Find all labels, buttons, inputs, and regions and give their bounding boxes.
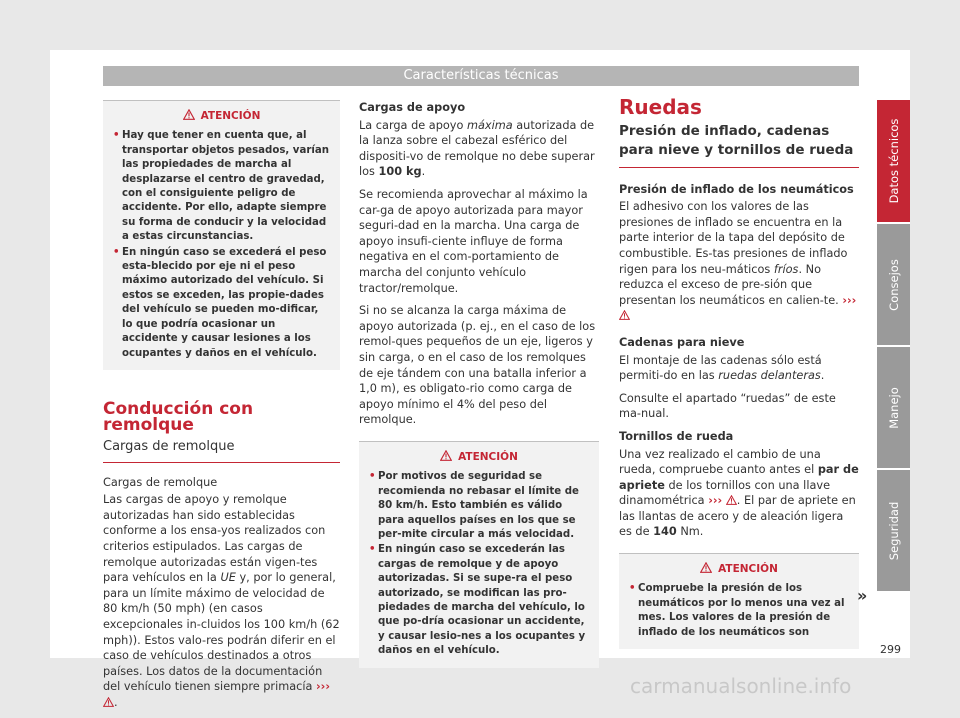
warning-item: • En ningún caso se excederá el peso esta-blecido por eje ni el peso máximo autorizado del vehículo. Si estos se exceden, las propie-dades del vehículo se pueden mo-dificar, lo que podría ocasionar un accidente y causar lesiones a los ocupantes y daños en el vehículo. xyxy=(113,246,330,361)
paragraph: Consulte el apartado “ruedas” de este ma-nual. xyxy=(619,391,836,421)
warning-item: • En ningún caso se excederán las cargas de remolque y de apoyo autorizadas. Si se supe-ra el peso autorizado, se modifican las pro-piedades de marcha del vehículo, lo que po-dría ocasionar un accidente, y causar lesio-nes a los ocupantes y daños en el vehículo. xyxy=(369,543,589,658)
paragraph: El montaje de las cadenas sólo está permiti-do en las ruedas delanteras. xyxy=(619,353,825,383)
left-column xyxy=(103,100,340,718)
warning-box xyxy=(103,100,340,370)
crossref-arrows[interactable]: ››› xyxy=(708,494,723,508)
warning-icon[interactable] xyxy=(103,697,114,707)
warning-heading xyxy=(113,109,330,123)
paragraph: Una vez realizado el cambio de una rueda, compruebe cuanto antes el par de apriete de los tornillos con una llave dinamométrica ››› . El par de apriete en las llantas de acero y de aleación ligera es de 140 Nm. xyxy=(619,447,859,539)
ue-abbr: UE xyxy=(220,571,236,585)
warning-label: ATENCIÓN xyxy=(718,563,778,576)
paragraph: La carga de apoyo máxima autorizada de la lanza sobre el cabezal esférico del dispositi-vo de remolque no debe superar los 100 kg. xyxy=(359,118,595,179)
tab-manejo[interactable]: Manejo xyxy=(877,347,910,468)
warning-item: • Por motivos de seguridad se recomienda no rebasar el límite de 80 km/h. Esto también es válido para aquellos países en los que se per-mite circular a más velocidad. xyxy=(369,470,589,542)
warning-label: ATENCIÓN xyxy=(200,110,261,122)
paragraph: Las cargas de apoyo y remolque autorizadas han sido establecidas conforme a los ensa-yos realizados con criterios estipulados. Las cargas de remolque autorizadas están vigen-tes para vehículos en la UE y, por lo general, para un límite máximo de velocidad de 80 km/h (50 mph) (en casos excepcionales in-cluidos los 100 km/h (62 mph)). Estos valo-res podrán diferir en el caso de vehículos destinados a otros países. Los datos de la documentación del vehículo tienen siempre primacía ››› . xyxy=(103,493,340,709)
right-column xyxy=(619,95,859,649)
crossref-arrows[interactable]: ››› xyxy=(842,293,857,307)
warning-heading xyxy=(369,450,589,464)
paragraph: Se recomienda aprovechar al máximo la car-ga de apoyo autorizada para mayor seguri-dad en la marcha. Una carga de apoyo insufi-ciente influye de forma negativa en el com-portamiento de marcha del conjunto vehículo tractor/remolque. xyxy=(359,187,588,295)
crossref-arrows[interactable]: ››› xyxy=(316,680,330,694)
tab-seguridad[interactable]: Seguridad xyxy=(877,470,910,591)
warning-heading xyxy=(629,562,849,576)
warning-icon xyxy=(440,450,452,461)
paragraph-heading: Cargas de apoyo xyxy=(359,101,466,114)
section-title: Ruedas xyxy=(619,95,702,119)
warning-box xyxy=(359,441,599,668)
section-subtitle: Presión de inflado, cadenas para nieve y tornillos de rueda xyxy=(619,122,859,168)
warning-icon[interactable] xyxy=(726,495,737,505)
warning-icon[interactable] xyxy=(619,310,630,320)
warning-box xyxy=(619,553,859,649)
paragraph: Si no se alcanza la carga máxima de apoyo autorizada (p. ej., en el caso de los remol-ques pequeños de un eje, ligeros y sin carga, o en el caso de los remolques de eje tándem con una batalla inferior a 1,0 m), es obligato-rio como carga de apoyo mínimo el 4% del peso del remolque. xyxy=(359,304,596,427)
paragraph-heading: Presión de inflado de los neumáticos xyxy=(619,182,854,196)
warning-icon xyxy=(183,109,195,120)
paragraph-heading: Cargas de remolque xyxy=(103,475,218,489)
section-subtitle: Cargas de remolque xyxy=(103,439,340,463)
warning-item: • Compruebe la presión de los neumáticos por lo menos una vez al mes. Los valores de la presión de inflado de los neumáticos son xyxy=(629,582,849,640)
paragraph-heading: Tornillos de rueda xyxy=(619,429,734,443)
page-header: Características técnicas xyxy=(103,66,859,86)
warning-icon xyxy=(700,562,712,573)
watermark: carmanualsonline.info xyxy=(630,674,852,698)
warning-item: • Hay que tener en cuenta que, al transportar objetos pesados, varían las propiedades de marcha al desplazarse el centro de gravedad, con el consiguiente peligro de accidente. Por ello, adapte siempre su forma de conducir y la velocidad a estas circunstancias. xyxy=(113,129,330,244)
middle-column xyxy=(359,100,599,668)
warning-label: ATENCIÓN xyxy=(458,450,518,463)
tab-consejos[interactable]: Consejos xyxy=(877,224,910,345)
page-number: 299 xyxy=(880,643,901,656)
section-title: Conducción con remolque xyxy=(103,398,254,435)
continue-mark: » xyxy=(857,586,868,605)
tab-datos-tecnicos[interactable]: Datos técnicos xyxy=(877,100,910,222)
paragraph: El adhesivo con los valores de las presiones de inflado se encuentra en la parte interior de la tapa del depósito de combustible. Es-tas presiones de inflado rigen para los neu-máticos fríos. No reduzca el exceso de pre-sión que presentan los neumáticos en calien-te. ››› xyxy=(619,199,859,324)
paragraph-heading: Cadenas para nieve xyxy=(619,335,745,349)
